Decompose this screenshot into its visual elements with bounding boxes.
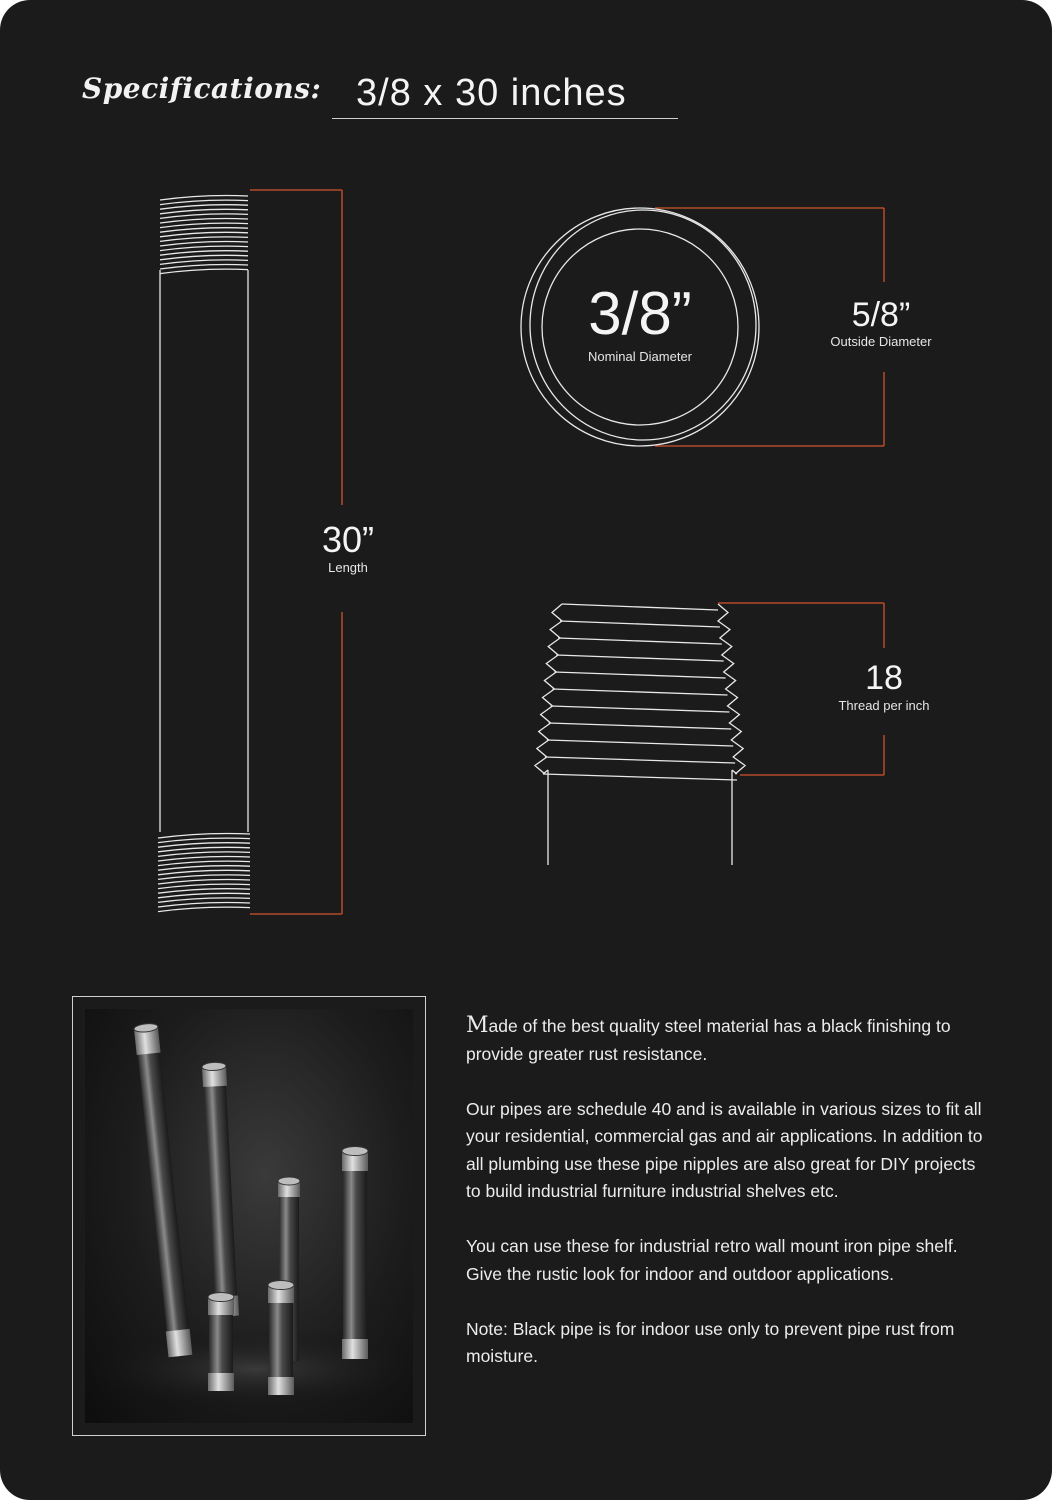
thread-crest-line xyxy=(556,655,723,661)
thread-line xyxy=(158,857,250,862)
thread-line xyxy=(160,214,248,219)
thread-line xyxy=(158,847,250,852)
thread-closeup-drawing xyxy=(535,604,745,865)
long-pipe-drawing xyxy=(158,196,250,912)
thread-line xyxy=(160,237,248,242)
product-photo-frame xyxy=(72,996,426,1436)
length-value: 30” xyxy=(321,519,375,560)
thread-line xyxy=(158,861,250,866)
top-thread-section xyxy=(160,196,248,274)
thread-line xyxy=(160,251,248,256)
thread-line xyxy=(160,196,248,201)
thread-line xyxy=(160,200,248,205)
thread-line xyxy=(160,228,248,233)
thread-line xyxy=(158,875,250,880)
thread-line xyxy=(158,870,250,875)
thread-crest-line xyxy=(562,604,718,610)
thread-line xyxy=(158,884,250,889)
thread-line xyxy=(160,209,248,214)
thread-crest-line xyxy=(560,621,720,627)
length-label: Length xyxy=(328,560,368,575)
thread-line xyxy=(158,838,250,843)
thread-line xyxy=(158,903,250,908)
thread-crest-line xyxy=(553,689,728,695)
thread-line xyxy=(158,889,250,894)
thread-line xyxy=(160,223,248,228)
specifications-label: Specifications: xyxy=(82,72,322,105)
thread-profile xyxy=(718,604,745,774)
thread-line xyxy=(160,269,248,274)
product-description xyxy=(466,1012,986,1398)
description-paragraph-1 xyxy=(466,1012,986,1068)
thread-line xyxy=(160,246,248,251)
thread-line xyxy=(158,866,250,871)
description-dropcap: M xyxy=(466,1013,489,1038)
thread-base xyxy=(543,770,737,774)
thread-crest-line xyxy=(543,774,737,780)
outside-diameter-value: 5/8” xyxy=(851,296,911,334)
description-paragraph-3: You can use these for industrial retro wall mount iron pipe shelf. Give the rustic look for indoor and outdoor applications. xyxy=(466,1236,958,1284)
thread-line xyxy=(160,242,248,247)
thread-line xyxy=(158,852,250,857)
thread-line xyxy=(158,907,250,912)
thread-crest-line xyxy=(558,638,722,644)
thread-line xyxy=(158,893,250,898)
thread-line xyxy=(160,265,248,270)
thread-line xyxy=(160,219,248,224)
outside-diameter-label: Outside Diameter xyxy=(830,334,932,349)
description-paragraph-4: Note: Black pipe is for indoor use only to prevent pipe rust from moisture. xyxy=(466,1318,955,1366)
thread-crest-line xyxy=(551,706,730,712)
thread-line xyxy=(160,232,248,237)
bottom-thread-section xyxy=(158,834,250,912)
thread-line xyxy=(158,843,250,848)
thread-line xyxy=(158,898,250,903)
specifications-value: 3/8 x 30 inches xyxy=(356,72,627,114)
thread-line xyxy=(158,880,250,885)
nominal-diameter-value: 3/8” xyxy=(588,280,692,347)
thread-crest-line xyxy=(549,723,732,729)
description-paragraph-1-text: ade of the best quality steel material has a black finishing to provide greater rust resistance. xyxy=(466,1016,951,1064)
thread-line xyxy=(160,260,248,265)
threads-label: Thread per inch xyxy=(838,698,930,713)
thread-crest-line xyxy=(547,740,733,746)
thread-line xyxy=(158,834,250,839)
nominal-diameter-label: Nominal Diameter xyxy=(587,349,693,364)
thread-line xyxy=(160,255,248,259)
thread-crest-line xyxy=(545,757,735,763)
threads-value: 18 xyxy=(865,659,903,697)
description-paragraph-2: Our pipes are schedule 40 and is available in various sizes to fit all your residential, commercial gas and air applications. In addition to all plumbing use these pipe nipples are also great for DIY projects to build industrial furniture industrial shelves etc. xyxy=(466,1098,983,1201)
thread-line xyxy=(160,205,248,210)
pipes-photo-illustration xyxy=(85,1009,413,1423)
product-photo xyxy=(85,1009,413,1423)
thread-crest-line xyxy=(554,672,725,678)
